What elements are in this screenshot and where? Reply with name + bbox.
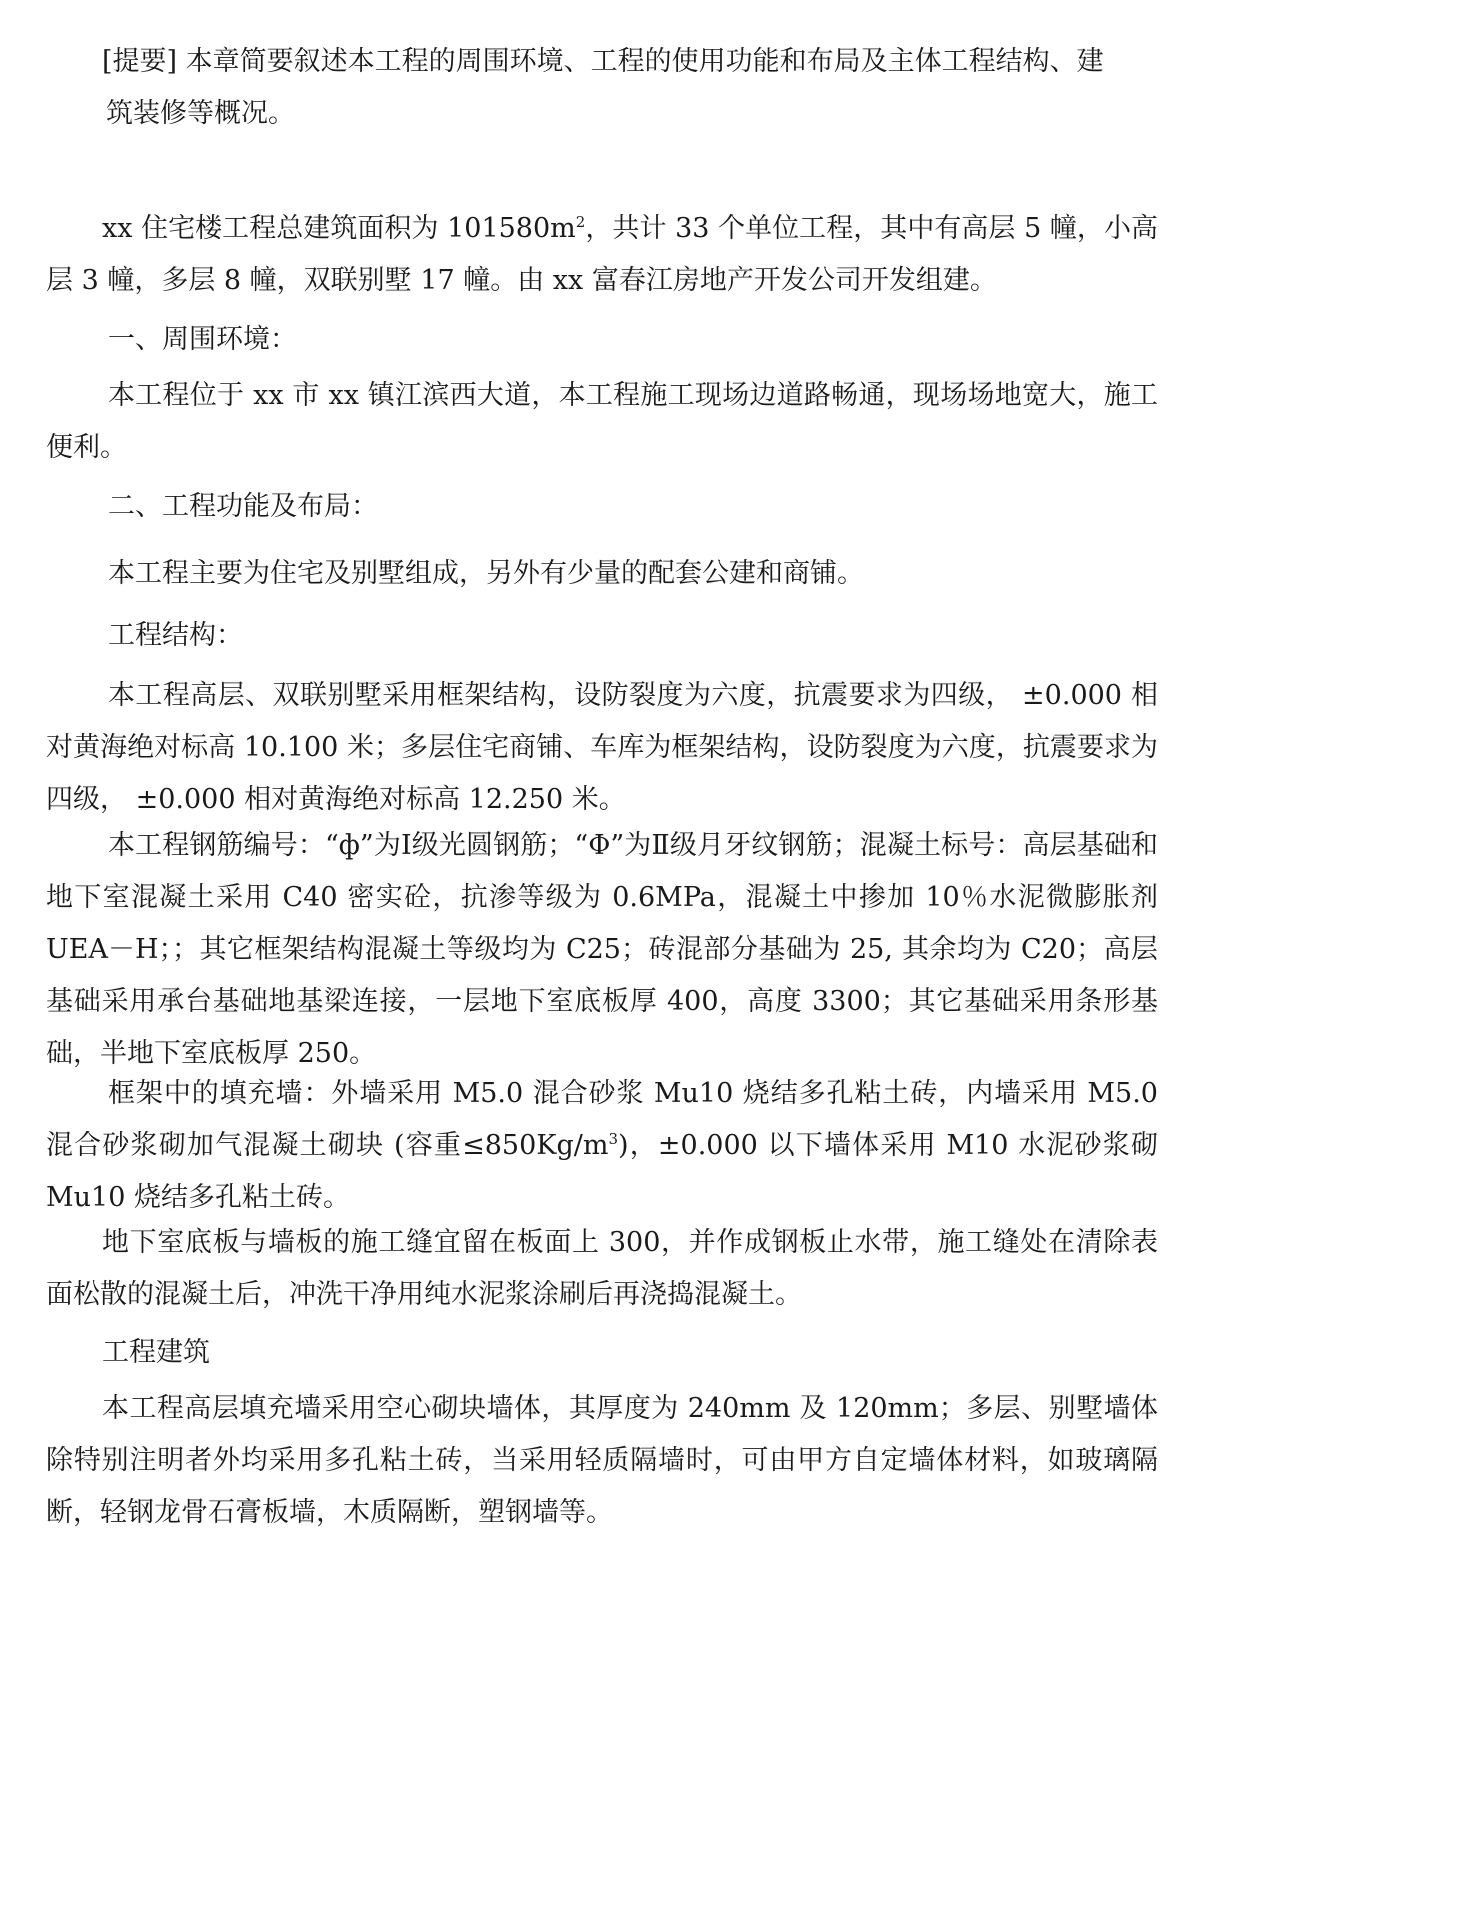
infill-wall-text-part1: 框架中的填充墙：外墙采用 M5.0 混合砂浆 Mu10 烧结多孔粘土砖，内墙采用 M5.0 混合砂浆砌加气混凝土砌块 (容重≤850Kg/m [46,1078,1158,1161]
intro-text-part2: ，共计 33 个单位工程，其中有高层 5 幢，小高层 3 幢，多层 8 幢，双联别墅 17 幢。由 xx 富春江房地产开发公司开发组建。 [46,213,1158,296]
infill-wall-text-part2: )，±0.000 以下墙体采用 M10 水泥砂浆砌 Mu10 烧结多孔粘土砖。 [46,1130,1158,1213]
environment-heading: 一、周围环境： [108,324,297,355]
intro-paragraph [46,203,1158,307]
environment-paragraph: 本工程位于 xx 市 xx 镇江滨西大道，本工程施工现场边道路畅通，现场场地宽大，施工便利。 [46,380,1158,463]
architecture-paragraph: 本工程高层填充墙采用空心砌块墙体，其厚度为 240mm 及 120mm；多层、别墅墙体除特别注明者外均采用多孔粘土砖，当采用轻质隔墙时，可由甲方自定墙体材料，如玻璃隔断，轻钢龙骨石膏板墙，木质隔断，塑钢墙等。 [46,1393,1158,1528]
function-paragraph: 本工程主要为住宅及别墅组成，另外有少量的配套公建和商铺。 [108,558,864,589]
structure-paragraph-3 [46,1068,1158,1224]
structure-paragraph-1: 本工程高层、双联别墅采用框架结构，设防裂度为六度，抗震要求为四级， ±0.000 相对黄海绝对标高 10.100 米；多层住宅商铺、车库为框架结构，设防裂度为六度，抗震要求为四级， ±0.000 相对黄海绝对标高 12.250 米。 [46,680,1158,815]
summary-line2: 筑装修等概况。 [106,98,295,129]
area-superscript: 2 [575,213,586,231]
structure-heading: 工程结构： [108,620,243,651]
structure-paragraph-2: 本工程钢筋编号：“ф”为Ⅰ级光圆钢筋；“Φ”为Ⅱ级月牙纹钢筋；混凝土标号：高层基础和地下室混凝土采用 C40 密实砼，抗渗等级为 0.6MPa，混凝土中掺加 10％水泥微膨胀剂 UEA－H；；其它框架结构混凝土等级均为 C25；砖混部分基础为 25, 其余均为 C20；高层基础采用承台基础地基梁连接，一层地下室底板厚 400，高度 3300；其它基础采用条形基础，半地下室底板厚 250。 [46,830,1158,1069]
summary-line1: 本章简要叙述本工程的周围环境、工程的使用功能和布局及主体工程结构、建 [177,46,1104,77]
architecture-heading: 工程建筑 [102,1337,210,1368]
summary-paragraph [102,36,1158,140]
summary-label: [提要] [102,46,178,77]
function-heading: 二、工程功能及布局： [108,491,378,522]
intro-text-part1: xx 住宅楼工程总建筑面积为 101580m [102,213,576,244]
density-superscript: 3 [608,1130,618,1148]
structure-paragraph-4: 地下室底板与墙板的施工缝宜留在板面上 300，并作成钢板止水带，施工缝处在清除表面松散的混凝土后，冲洗干净用纯水泥浆涂刷后再浇捣混凝土。 [46,1227,1158,1310]
